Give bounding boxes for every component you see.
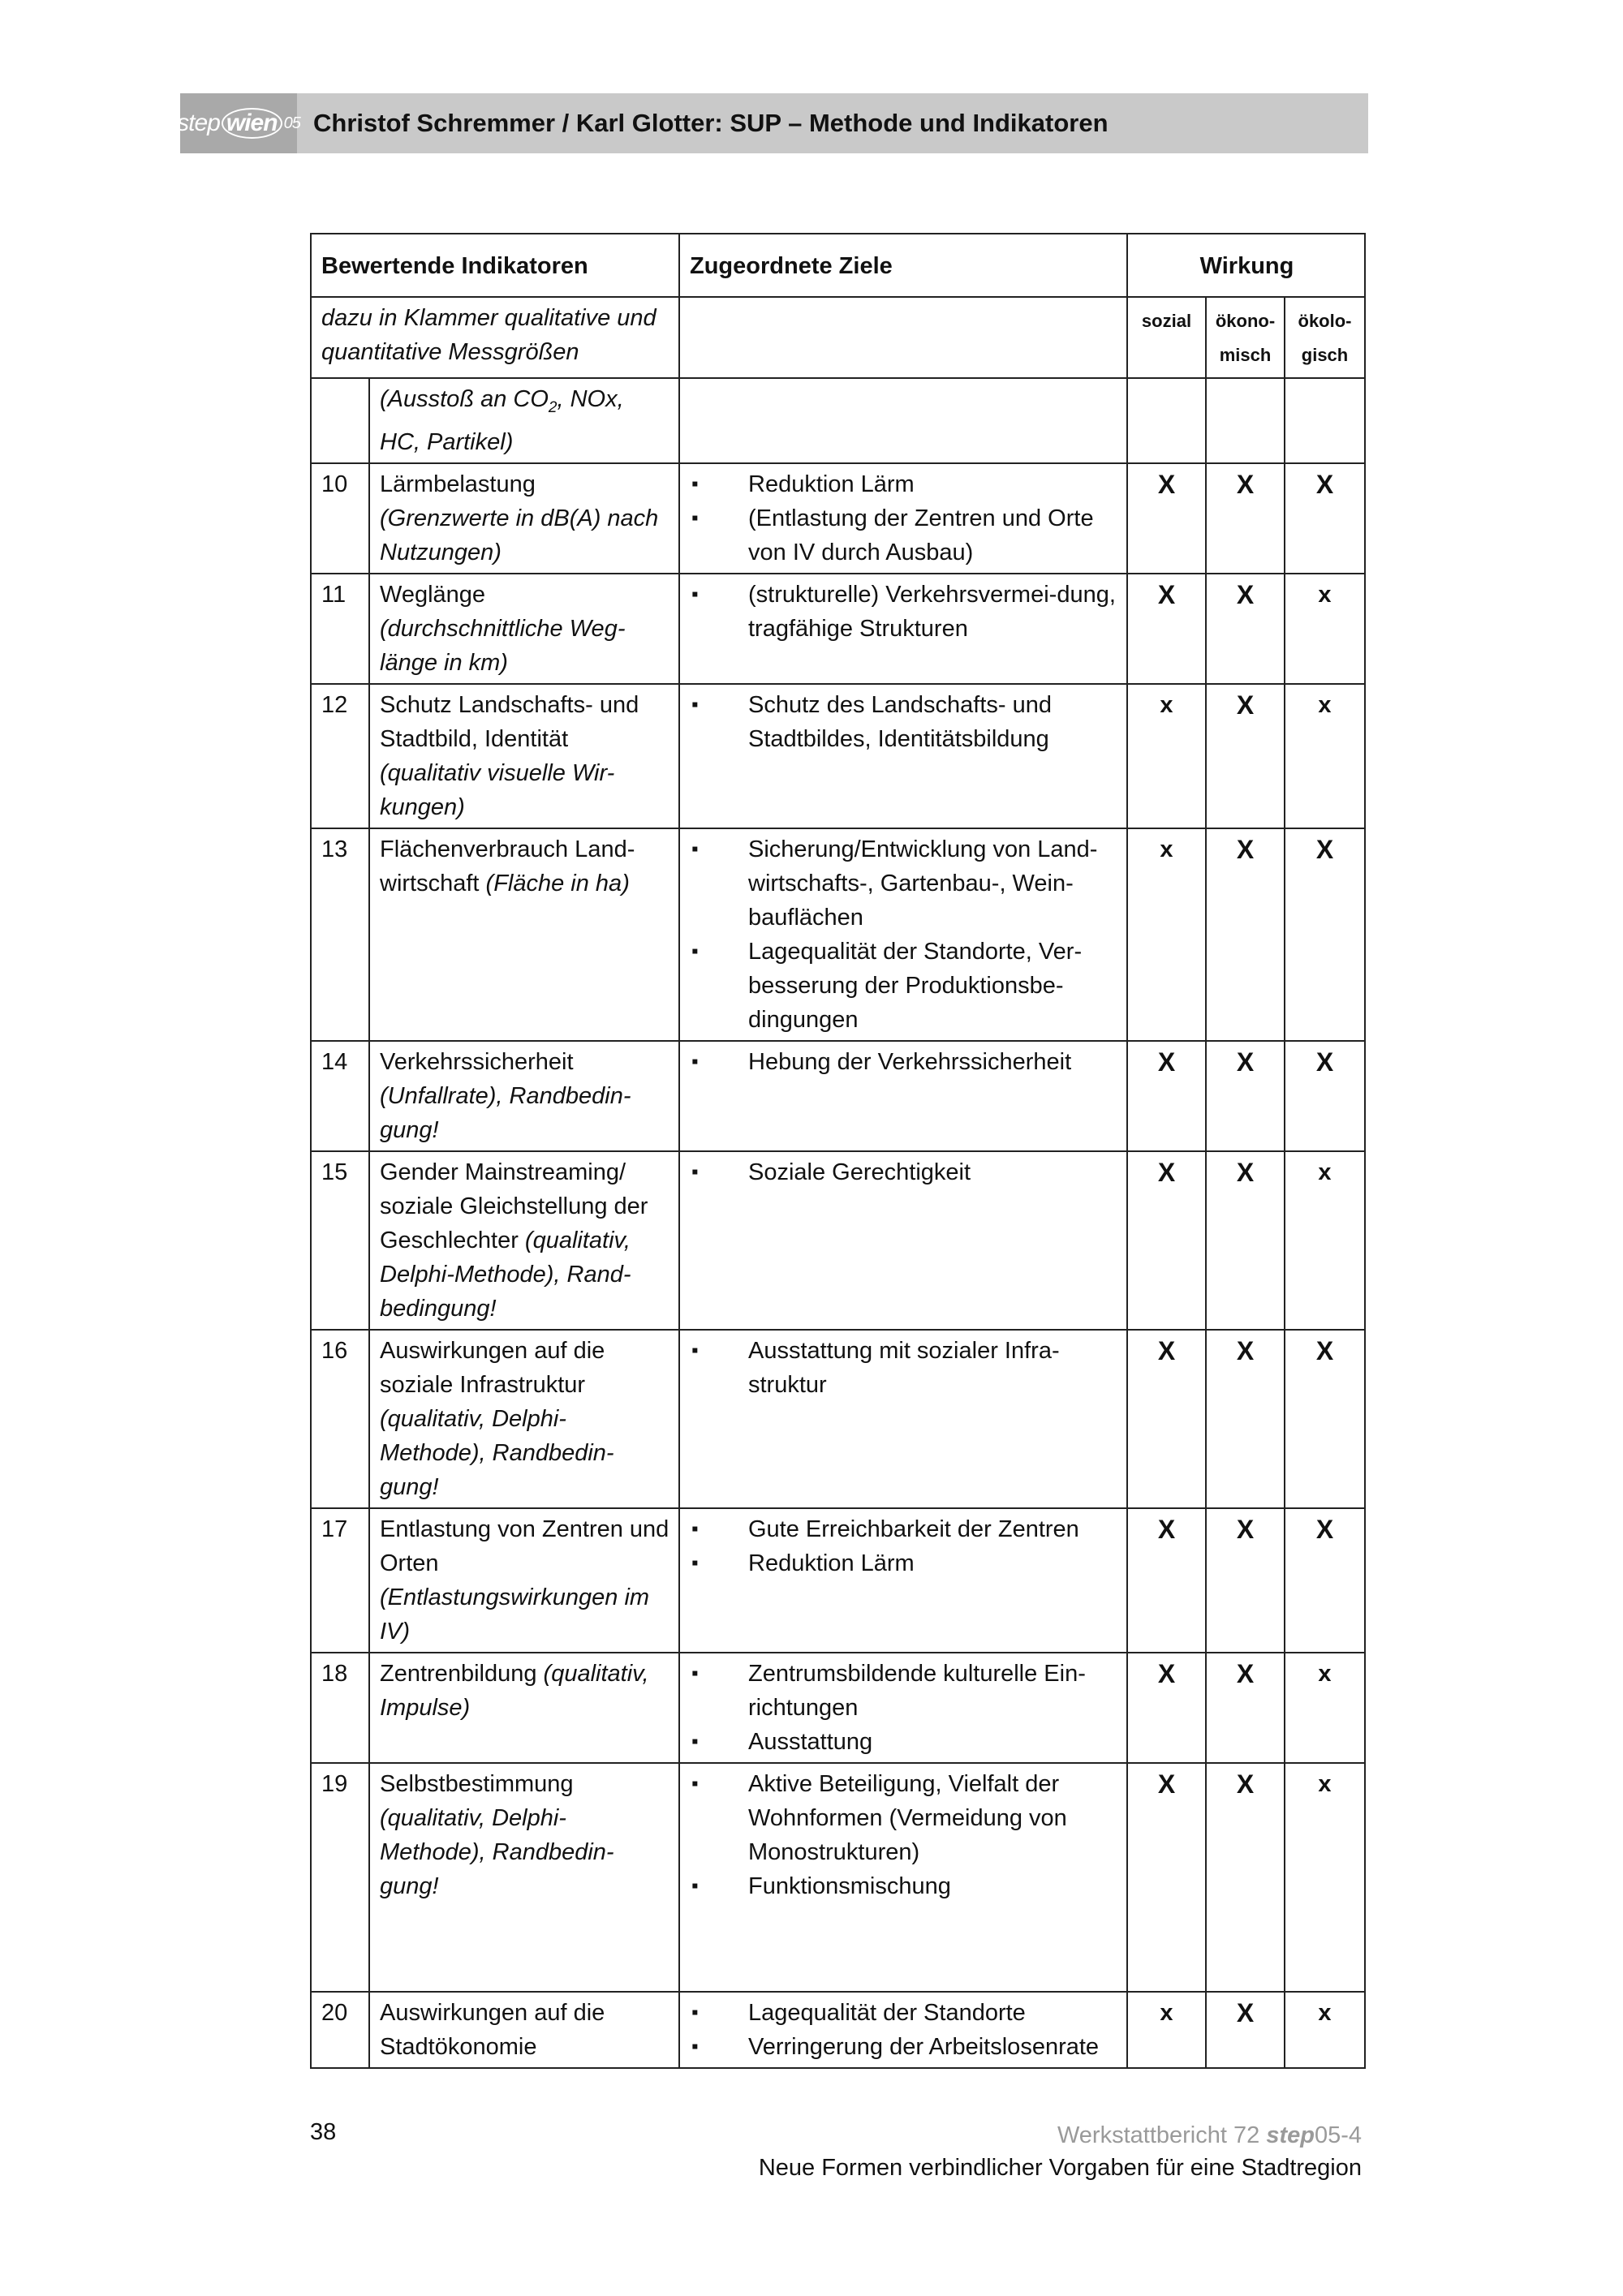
goal-item: ▪ (strukturelle) Verkehrsvermei-dung, tragfähige Strukturen [690,578,1118,646]
cell-indicator [369,1653,679,1763]
goal-item: ▪ Verringerung der Arbeitslosenrate [690,2030,1118,2064]
cell-oekonomisch: X [1206,463,1285,574]
indicator-name: Weglänge [380,581,486,608]
goal-list [690,1657,1118,1759]
oeko-line1: ökono- [1215,311,1276,331]
indicator-measure: (Entlastungswirkungen im IV) [380,1584,650,1645]
table-row [311,1508,1365,1653]
cell-sozial: X [1127,1041,1206,1151]
series-b: 05-4 [1314,2122,1362,2148]
cell-indicator [369,684,679,828]
goal-list [690,1767,1118,1903]
indicator-table [310,233,1366,2069]
goal-item: ▪ Zentrumsbildende kulturelle Ein-richtungen [690,1657,1118,1725]
indicator-name: Gender Mainstreaming/ soziale Gleichstellung der Geschlechter [380,1159,648,1253]
table-row [311,463,1365,574]
cell-oekonomisch [1206,378,1285,463]
cell-goals [679,378,1127,463]
footer-right [759,2119,1362,2184]
cell-num: 20 [311,1992,369,2068]
indicator-measure: (qualitativ, Delphi-Methode), Randbedin-gung! [380,1804,614,1899]
table-row [311,1041,1365,1151]
cell-indicator [369,1992,679,2068]
goal-item: ▪ Gute Erreichbarkeit der Zentren [690,1512,1118,1546]
subheader-sozial: sozial [1127,297,1206,378]
cell-goals [679,463,1127,574]
subheader-oekonomisch [1206,297,1285,378]
cell-num: 14 [311,1041,369,1151]
table-row [311,828,1365,1041]
oekol-line1: ökolo- [1298,311,1352,331]
page-header [177,93,1368,153]
oekol-line2: gisch [1301,345,1349,365]
table-row [311,1763,1365,1992]
cell-oekologisch: X [1285,1330,1365,1508]
cell-indicator [369,463,679,574]
indicator-measure: (qualitativ, Delphi-Methode), Rand-bedingung! [380,1227,631,1322]
measure-a: (Ausstoß an CO [380,386,549,412]
cell-indicator [369,1041,679,1151]
cell-sozial: X [1127,1330,1206,1508]
header-indicators: Bewertende Indikatoren [311,234,679,297]
table-row [311,1330,1365,1508]
cell-oekonomisch: X [1206,1151,1285,1330]
measure-sub: 2 [548,398,558,416]
goal-item: ▪ Lagequalität der Standorte, Ver-besserung der Produktionsbe-dingungen [690,935,1118,1037]
cell-num: 13 [311,828,369,1041]
indicator-name: Verkehrssicherheit [380,1048,574,1075]
cell-num: 16 [311,1330,369,1508]
indicator-name: Schutz Landschafts- und Stadtbild, Identität [380,691,639,752]
cell-goals [679,1508,1127,1653]
goal-list [690,578,1118,646]
cell-goals [679,1151,1127,1330]
table-row [311,1992,1365,2068]
cell-oekologisch: x [1285,684,1365,828]
series-a: Werkstattbericht 72 [1057,2122,1267,2148]
goal-item: ▪ Reduktion Lärm [690,1546,1118,1580]
subheader-oekologisch [1285,297,1365,378]
cell-sozial: X [1127,1653,1206,1763]
cell-oekonomisch: X [1206,1330,1285,1508]
cell-sozial: x [1127,828,1206,1041]
goal-item: ▪ Schutz des Landschafts- und Stadtbildes, Identitätsbildung [690,688,1118,756]
page-number: 38 [310,2119,337,2145]
goal-item: ▪ Hebung der Verkehrssicherheit [690,1045,1118,1079]
goal-item: ▪ Reduktion Lärm [690,467,1118,501]
indicator-name: Auswirkungen auf die soziale Infrastruktur [380,1337,605,1398]
cell-num: 18 [311,1653,369,1763]
goal-list [690,688,1118,756]
cell-indicator [369,828,679,1041]
cell-indicator [369,1508,679,1653]
indicator-measure: (Unfallrate), Randbedin-gung! [380,1082,631,1143]
cell-num: 15 [311,1151,369,1330]
cell-goals [679,574,1127,684]
cell-oekonomisch: X [1206,1763,1285,1992]
cell-goals [679,1653,1127,1763]
cell-oekonomisch: X [1206,828,1285,1041]
indicator-name: Lärmbelastung [380,471,536,497]
cell-goals [679,684,1127,828]
header-title: Christof Schremmer / Karl Glotter: SUP – Methode und Indikatoren [313,109,1109,137]
indicator-name: Flächenverbrauch Land-wirtschaft [380,836,635,896]
logo-text: step [177,110,220,136]
cell-oekologisch [1285,378,1365,463]
indicator-measure: (qualitativ, Delphi-Methode), Randbedin-gung! [380,1405,614,1500]
goal-item: ▪ Soziale Gerechtigkeit [690,1155,1118,1189]
subheader-goals-empty [679,297,1127,378]
cell-oekologisch: x [1285,1763,1365,1992]
logo-year: 05 [283,114,300,132]
step-wien-logo [177,93,300,153]
goal-item: ▪ Funktionsmischung [690,1869,1118,1903]
goal-list [690,1155,1118,1189]
goal-item: ▪ Lagequalität der Standorte [690,1996,1118,2030]
table-row-continuation [311,378,1365,463]
cell-sozial: X [1127,463,1206,574]
cell-indicator [369,574,679,684]
indicator-name: Selbstbestimmung [380,1770,574,1797]
cell-sozial: X [1127,1508,1206,1653]
cell-oekologisch: x [1285,574,1365,684]
goal-list [690,832,1118,1037]
table-row [311,1151,1365,1330]
indicator-measure: (qualitativ, Impulse) [380,1660,649,1721]
cell-oekologisch: X [1285,463,1365,574]
cell-oekonomisch: X [1206,574,1285,684]
cell-sozial: X [1127,574,1206,684]
oeko-line2: misch [1219,345,1272,365]
indicator-measure: (Fläche in ha) [485,870,630,896]
subheader-note: dazu in Klammer qualitative und quantitative Messgrößen [311,297,679,378]
cell-oekologisch: X [1285,828,1365,1041]
cell-sozial: X [1127,1763,1206,1992]
cell-indicator [369,1151,679,1330]
cell-num: 19 [311,1763,369,1992]
header-effect: Wirkung [1127,234,1365,297]
header-goals: Zugeordnete Ziele [679,234,1127,297]
cell-num: 12 [311,684,369,828]
cell-oekonomisch: X [1206,1653,1285,1763]
table-header-row [311,234,1365,297]
goal-item: ▪ Aktive Beteiligung, Vielfalt der Wohnformen (Vermeidung von Monostrukturen) [690,1767,1118,1869]
cell-oekologisch: x [1285,1992,1365,2068]
indicator-measure: (Grenzwerte in dB(A) nach Nutzungen) [380,505,659,565]
cell-sozial: x [1127,684,1206,828]
indicator-name: Auswirkungen auf die Stadtökonomie [380,1999,605,2060]
cell-indicator [369,1330,679,1508]
cell-goals [679,828,1127,1041]
cell-measure-continuation [369,378,679,463]
table-row [311,1653,1365,1763]
cell-indicator [369,1763,679,1992]
cell-sozial: x [1127,1992,1206,2068]
cell-goals [679,1041,1127,1151]
table-body [311,378,1365,2068]
cell-oekonomisch: X [1206,1992,1285,2068]
cell-goals [679,1330,1127,1508]
logo-city: wien [222,108,282,139]
indicator-measure: (qualitativ visuelle Wir-kungen) [380,759,615,820]
cell-num: 11 [311,574,369,684]
goal-item: ▪ Ausstattung [690,1725,1118,1759]
table-row [311,684,1365,828]
cell-oekonomisch: X [1206,1041,1285,1151]
indicator-name: Zentrenbildung [380,1660,537,1687]
cell-num: 17 [311,1508,369,1653]
footer-subtitle: Neue Formen verbindlicher Vorgaben für eine Stadtregion [758,2155,1362,2181]
goal-list [690,1512,1118,1580]
goal-list [690,1996,1118,2064]
cell-oekologisch: X [1285,1508,1365,1653]
cell-oekonomisch: X [1206,1508,1285,1653]
goal-item: ▪ (Entlastung der Zentren und Orte von IV durch Ausbau) [690,501,1118,570]
cell-oekonomisch: X [1206,684,1285,828]
indicator-measure: (durchschnittliche Weg-länge in km) [380,615,626,676]
cell-oekologisch: x [1285,1653,1365,1763]
cell-goals [679,1763,1127,1992]
goal-list [690,1045,1118,1079]
cell-num: 10 [311,463,369,574]
footer-series [759,2119,1362,2152]
cell-goals [679,1992,1127,2068]
cell-oekologisch: X [1285,1041,1365,1151]
goal-list [690,1334,1118,1402]
series-step: step [1266,2122,1315,2148]
table-row [311,574,1365,684]
cell-sozial [1127,378,1206,463]
cell-oekologisch: x [1285,1151,1365,1330]
goal-item: ▪ Ausstattung mit sozialer Infra-struktur [690,1334,1118,1402]
measure-b: , NOx, HC, Partikel) [380,386,624,455]
goal-list [690,467,1118,570]
goal-item: ▪ Sicherung/Entwicklung von Land-wirtschafts-, Gartenbau-, Wein-bauflächen [690,832,1118,935]
cell-sozial: X [1127,1151,1206,1330]
cell-num [311,378,369,463]
table-subheader-row [311,297,1365,378]
indicator-name: Entlastung von Zentren und Orten [380,1516,669,1576]
